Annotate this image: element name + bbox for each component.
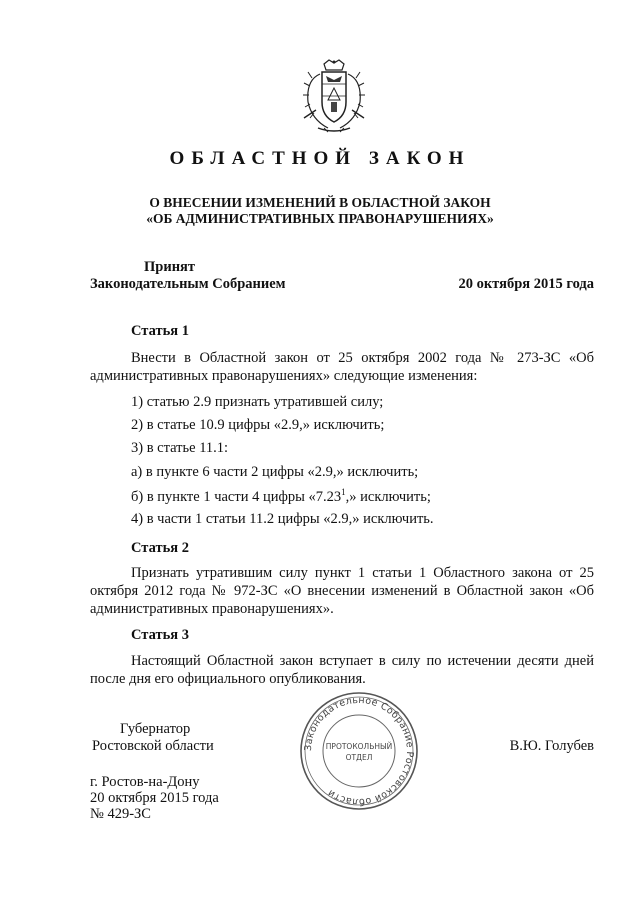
article1-item-3b-pre: б) в пункте 1 части 4 цифры «7.23 — [131, 489, 342, 505]
stamp-center-line2: ОТДЕЛ — [345, 753, 373, 762]
law-subtitle — [0, 195, 640, 227]
article1-item-4: 4) в части 1 статьи 11.2 цифры «2.9,» исключить. — [131, 511, 434, 527]
stamp-center-line1: ПРОТОКОЛЬНЫЙ — [325, 742, 393, 751]
article3-text: Настоящий Областной закон вступает в силу по истечении десяти дней после дня его официального опубликования. — [90, 653, 594, 687]
stamp-ring-text: Законодательное Собрание Ростовской области — [302, 694, 416, 808]
article2-heading: Статья 2 — [131, 540, 189, 556]
issue-date: 20 октября 2015 года — [90, 790, 219, 806]
article1-item-3a: а) в пункте 6 части 2 цифры «2.9,» исключить; — [131, 464, 419, 480]
law-number: № 429-ЗС — [90, 806, 151, 822]
adopted-label: Принят — [144, 259, 196, 275]
article1-intro: Внести в Областной закон от 25 октября 2002 года № 273-ЗС «Об административных правонарушениях» следующие изменения: — [90, 350, 594, 384]
article1-item-3: 3) в статье 11.1: — [131, 440, 229, 456]
adopted-date: 20 октября 2015 года — [458, 276, 594, 292]
governor-title: Губернатор — [120, 721, 191, 737]
law-subtitle-line2: «ОБ АДМИНИСТРАТИВНЫХ ПРАВОНАРУШЕНИЯХ» — [146, 211, 494, 226]
law-subtitle-line1: О ВНЕСЕНИИ ИЗМЕНЕНИЙ В ОБЛАСТНОЙ ЗАКОН — [149, 195, 491, 210]
coat-of-arms-icon — [298, 58, 370, 134]
article1-heading: Статья 1 — [131, 323, 189, 339]
adopted-by: Законодательным Собранием — [90, 276, 286, 292]
issue-details — [90, 774, 219, 822]
article1-item-3b-post: ,» исключить; — [345, 489, 431, 505]
article1-item-3b — [131, 487, 431, 506]
article1-item-3b-sup: 1 — [341, 487, 346, 497]
issue-city: г. Ростов-на-Дону — [90, 774, 200, 790]
article1-item-2: 2) в статье 10.9 цифры «2.9,» исключить; — [131, 417, 385, 433]
official-stamp — [298, 690, 420, 812]
governor-name: В.Ю. Голубев — [509, 738, 594, 754]
governor-region: Ростовской области — [92, 738, 214, 754]
law-title: ОБЛАСТНОЙ ЗАКОН — [169, 148, 471, 169]
article3-heading: Статья 3 — [131, 627, 189, 643]
article1-item-1: 1) статью 2.9 признать утратившей силу; — [131, 394, 384, 410]
article2-text: Признать утратившим силу пункт 1 статьи 1 Областного закона от 25 октября 2012 года № 972-ЗС «О внесении изменений в Областной закон «Об административных правонарушениях». — [90, 565, 594, 617]
